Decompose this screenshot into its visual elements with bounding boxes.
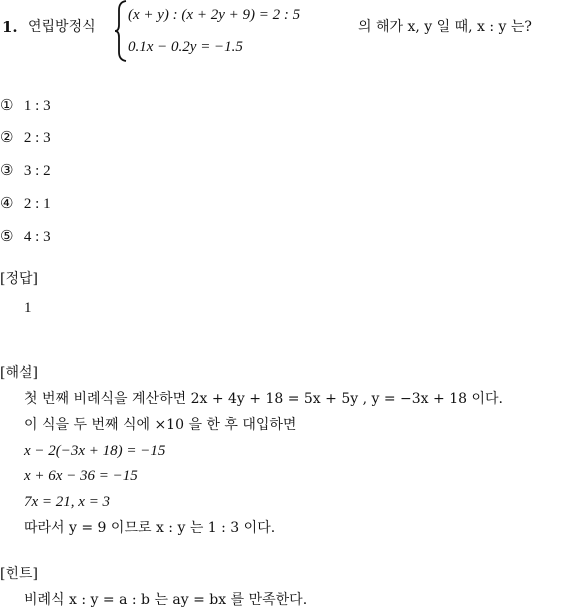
explanation-line-3: x − 2(−3x + 18) = −15 — [24, 443, 166, 459]
explanation-line-5: 7x = 21, x = 3 — [24, 494, 111, 510]
question-number: 1. — [2, 18, 18, 36]
answer-label: [정답] — [0, 271, 38, 287]
equation-1: (x + y) : (x + 2y + 9) = 2 : 5 — [128, 7, 301, 23]
explanation-line-6: 따라서 y = 9 이므로 x : y 는 1 : 3 이다. — [24, 520, 276, 536]
hint-label: [힌트] — [0, 566, 38, 582]
option-text: 2 : 3 — [23, 130, 51, 146]
option-mark: ④ — [0, 194, 14, 212]
option-mark: ⑤ — [0, 227, 14, 245]
option-2[interactable] — [0, 130, 51, 146]
option-text: 2 : 1 — [23, 196, 51, 212]
option-mark: ① — [0, 96, 14, 114]
equation-2: 0.1x − 0.2y = −1.5 — [128, 39, 243, 55]
hint-text: 비례식 x : y = a : b 는 ay = bx 를 만족한다. — [24, 592, 308, 608]
option-3[interactable] — [0, 163, 51, 179]
question-suffix: 의 해가 x, y 일 때, x : y 는? — [358, 19, 532, 35]
explanation-line-4: x + 6x − 36 = −15 — [24, 468, 138, 484]
option-text: 4 : 3 — [23, 229, 51, 245]
system-brace — [114, 0, 128, 62]
explanation-label: [해설] — [0, 365, 38, 381]
option-1[interactable] — [0, 98, 51, 114]
option-mark: ③ — [0, 161, 14, 179]
option-mark: ② — [0, 128, 14, 146]
option-text: 3 : 2 — [23, 163, 51, 179]
explanation-line-1: 첫 번째 비례식을 계산하면 2x + 4y + 18 = 5x + 5y , y = −3x + 18 이다. — [24, 391, 503, 407]
question-prefix: 연립방정식 — [28, 19, 96, 35]
explanation-line-2: 이 식을 두 번째 식에 ×10 을 한 후 대입하면 — [24, 417, 297, 433]
option-4[interactable] — [0, 196, 51, 212]
option-5[interactable] — [0, 229, 51, 245]
option-text: 1 : 3 — [23, 98, 51, 114]
answer-value: 1 — [24, 300, 32, 316]
